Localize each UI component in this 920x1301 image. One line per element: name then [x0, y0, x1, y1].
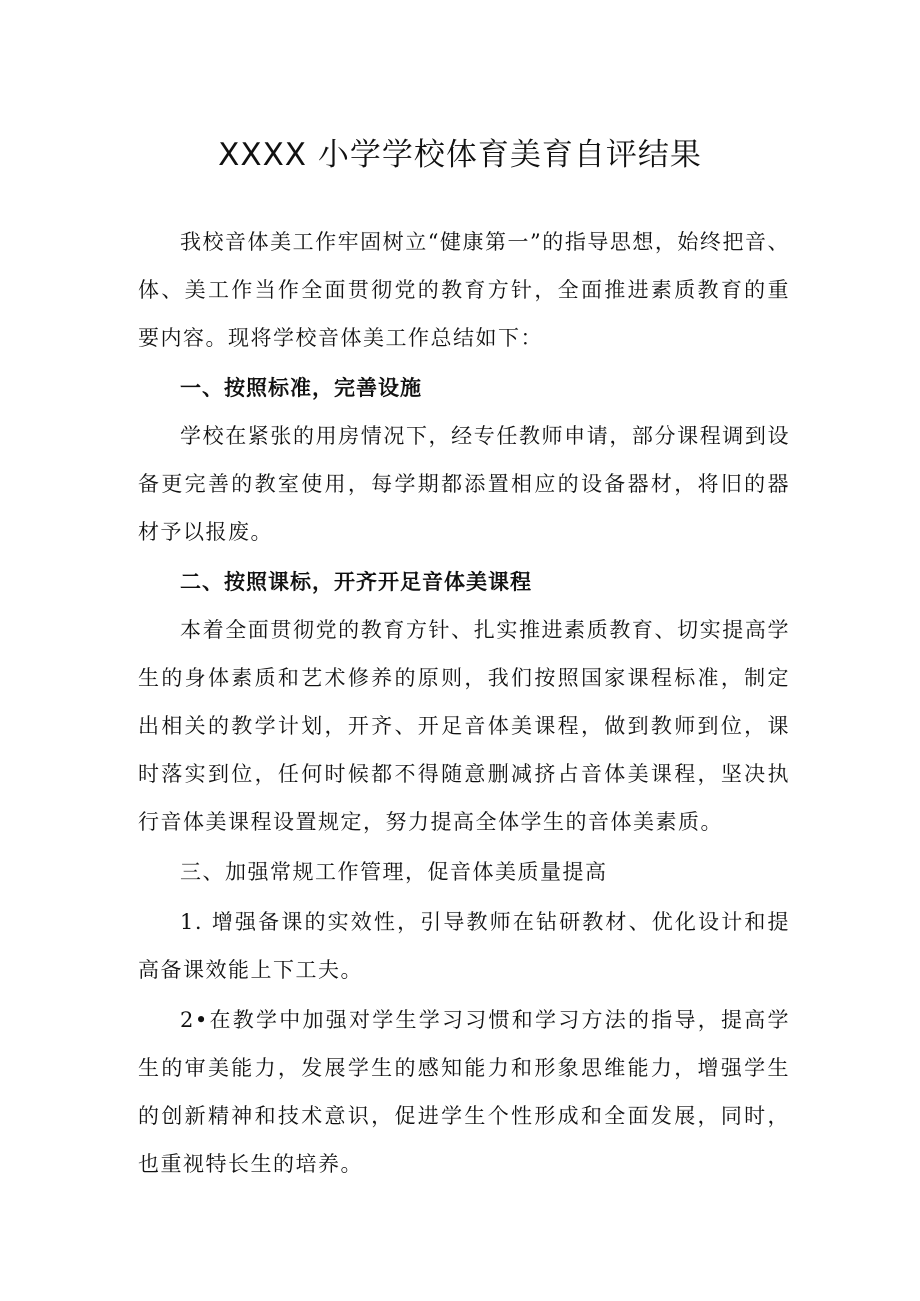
section-1-paragraph: 学校在紧张的用房情况下，经专任教师申请，部分课程调到设备更完善的教室使用，每学期都添置相应的设备器材，将旧的器材予以报废。 — [138, 424, 790, 544]
section-3-item-2: 2•在教学中加强对学生学习习惯和学习方法的指导，提高学生的审美能力，发展学生的感知能力和形象思维能力，增强学生的创新精神和技术意识，促进学生个性形成和全面发展，同时，也重视特长生的培养。 — [138, 1008, 790, 1176]
section-3-item-1: 1. 增强备课的实效性，引导教师在钻研教材、优化设计和提高备课效能上下工夫。 — [138, 910, 790, 982]
document-body — [138, 218, 790, 1188]
intro-paragraph: 我校音体美工作牢固树立“健康第一”的指导思想，始终把音、体、美工作当作全面贯彻党的教育方针，全面推进素质教育的重要内容。现将学校音体美工作总结如下： — [138, 230, 790, 350]
section-3-heading: 三、加强常规工作管理，促音体美质量提高 — [180, 860, 608, 884]
section-2-paragraph: 本着全面贯彻党的教育方针、扎实推进素质教育、切实提高学生的身体素质和艺术修养的原则，我们按照国家课程标准，制定出相关的教学计划，开齐、开足音体美课程，做到教师到位，课时落实到位，任何时候都不得随意删减挤占音体美课程，坚决执行音体美课程设置规定，努力提高全体学生的音体美素质。 — [138, 618, 790, 834]
section-1-heading: 一、按照标准，完善设施 — [180, 376, 422, 400]
section-2-heading: 二、按照课标，开齐开足音体美课程 — [180, 570, 532, 594]
document-title: XXXX 小学学校体育美育自评结果 — [218, 136, 702, 173]
